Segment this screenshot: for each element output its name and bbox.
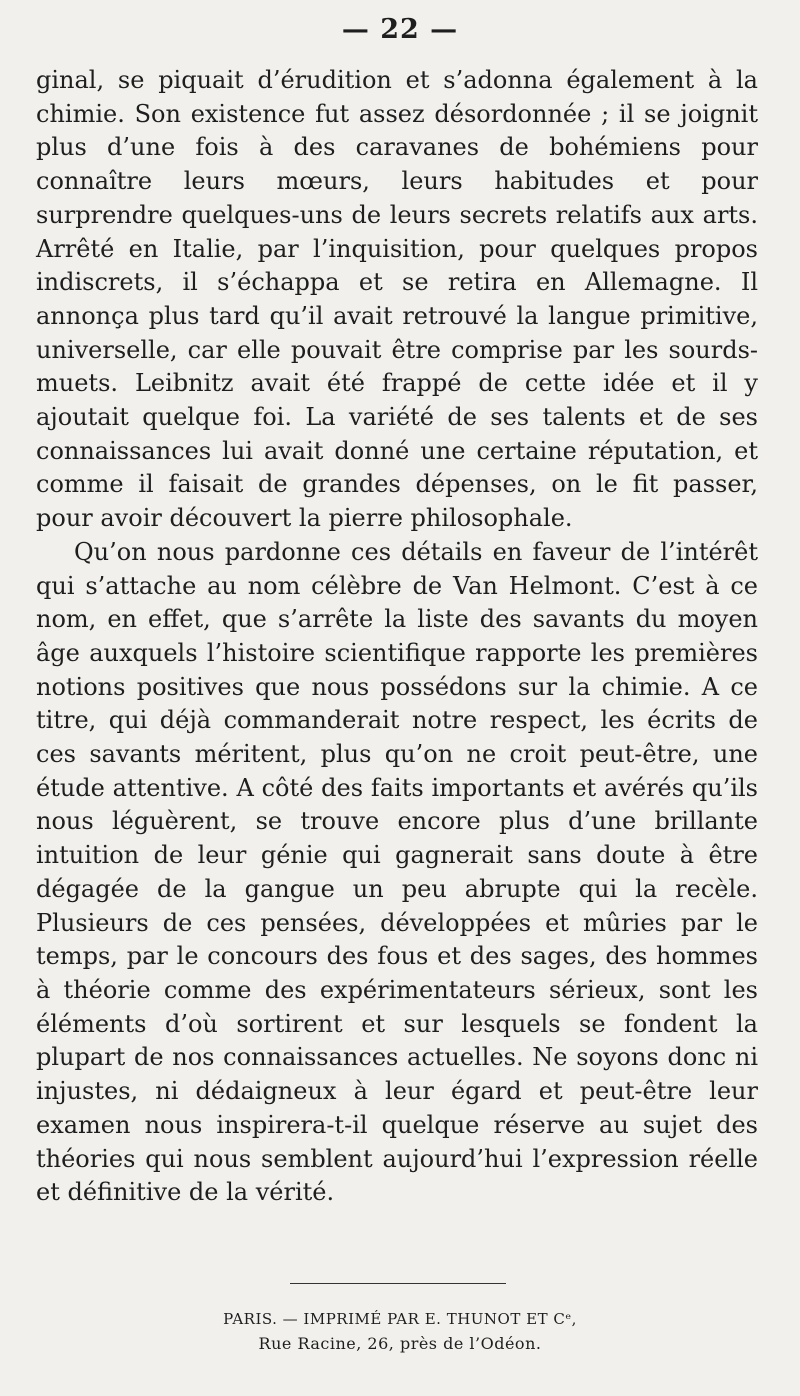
body-text <box>36 64 758 1210</box>
footer-divider <box>290 1283 506 1284</box>
imprint-printer-line: PARIS. — IMPRIMÉ PAR E. THUNOT ET Cᵉ, <box>223 1310 577 1328</box>
paragraph-continuation: ginal, se piquait d’érudition et s’adonna également à la chimie. Son existence fut assez désordonnée ; il se joignit plus d’une fois à des caravanes de bohémiens pour connaître leurs mœurs, leurs habitudes et pour surprendre quelques-uns de leurs secrets relatifs aux arts. Arrêté en Italie, par l’inquisition, pour quelques propos indiscrets, il s’échappa et se retira en Allemagne. Il annonça plus tard qu’il avait retrouvé la langue primitive, universelle, car elle pouvait être comprise par les sourds-muets. Leibnitz avait été frappé de cette idée et il y ajoutait quelque foi. La variété de ses talents et de ses connaissances lui avait donné une certaine réputation, et comme il faisait de grandes dépenses, on le fit passer, pour avoir découvert la pierre philosophale. <box>36 66 758 533</box>
paragraph-van-helmont: Qu’on nous pardonne ces détails en faveur de l’intérêt qui s’attache au nom célèbre de Van Helmont. C’est à ce nom, en effet, que s’arrête la liste des savants du moyen âge auxquels l’histoire scientifique rapporte les premières notions positives que nous possédons sur la chimie. A ce titre, qui déjà commanderait notre respect, les écrits de ces savants méritent, plus qu’on ne croit peut-être, une étude attentive. A côté des faits importants et avérés qu’ils nous léguèrent, se trouve encore plus d’une brillante intuition de leur génie qui gagnerait sans doute à être dégagée de la gangue un peu abrupte qui la recèle. Plusieurs de ces pensées, développées et mûries par le temps, par le concours des fous et des sages, des hommes à théorie comme des expérimentateurs sérieux, sont les éléments d’où sortirent et sur lesquels se fondent la plupart de nos connaissances actuelles. Ne soyons donc ni injustes, ni dédaigneux à leur égard et peut-être leur examen nous inspirera-t-il quelque réserve au sujet des théories qui nous semblent aujourd’hui l’expression réelle et définitive de la vérité. <box>36 537 758 1207</box>
imprint-address-line: Rue Racine, 26, près de l’Odéon. <box>258 1334 542 1353</box>
page-number: — 22 — <box>341 14 459 45</box>
printer-imprint <box>0 1310 800 1353</box>
